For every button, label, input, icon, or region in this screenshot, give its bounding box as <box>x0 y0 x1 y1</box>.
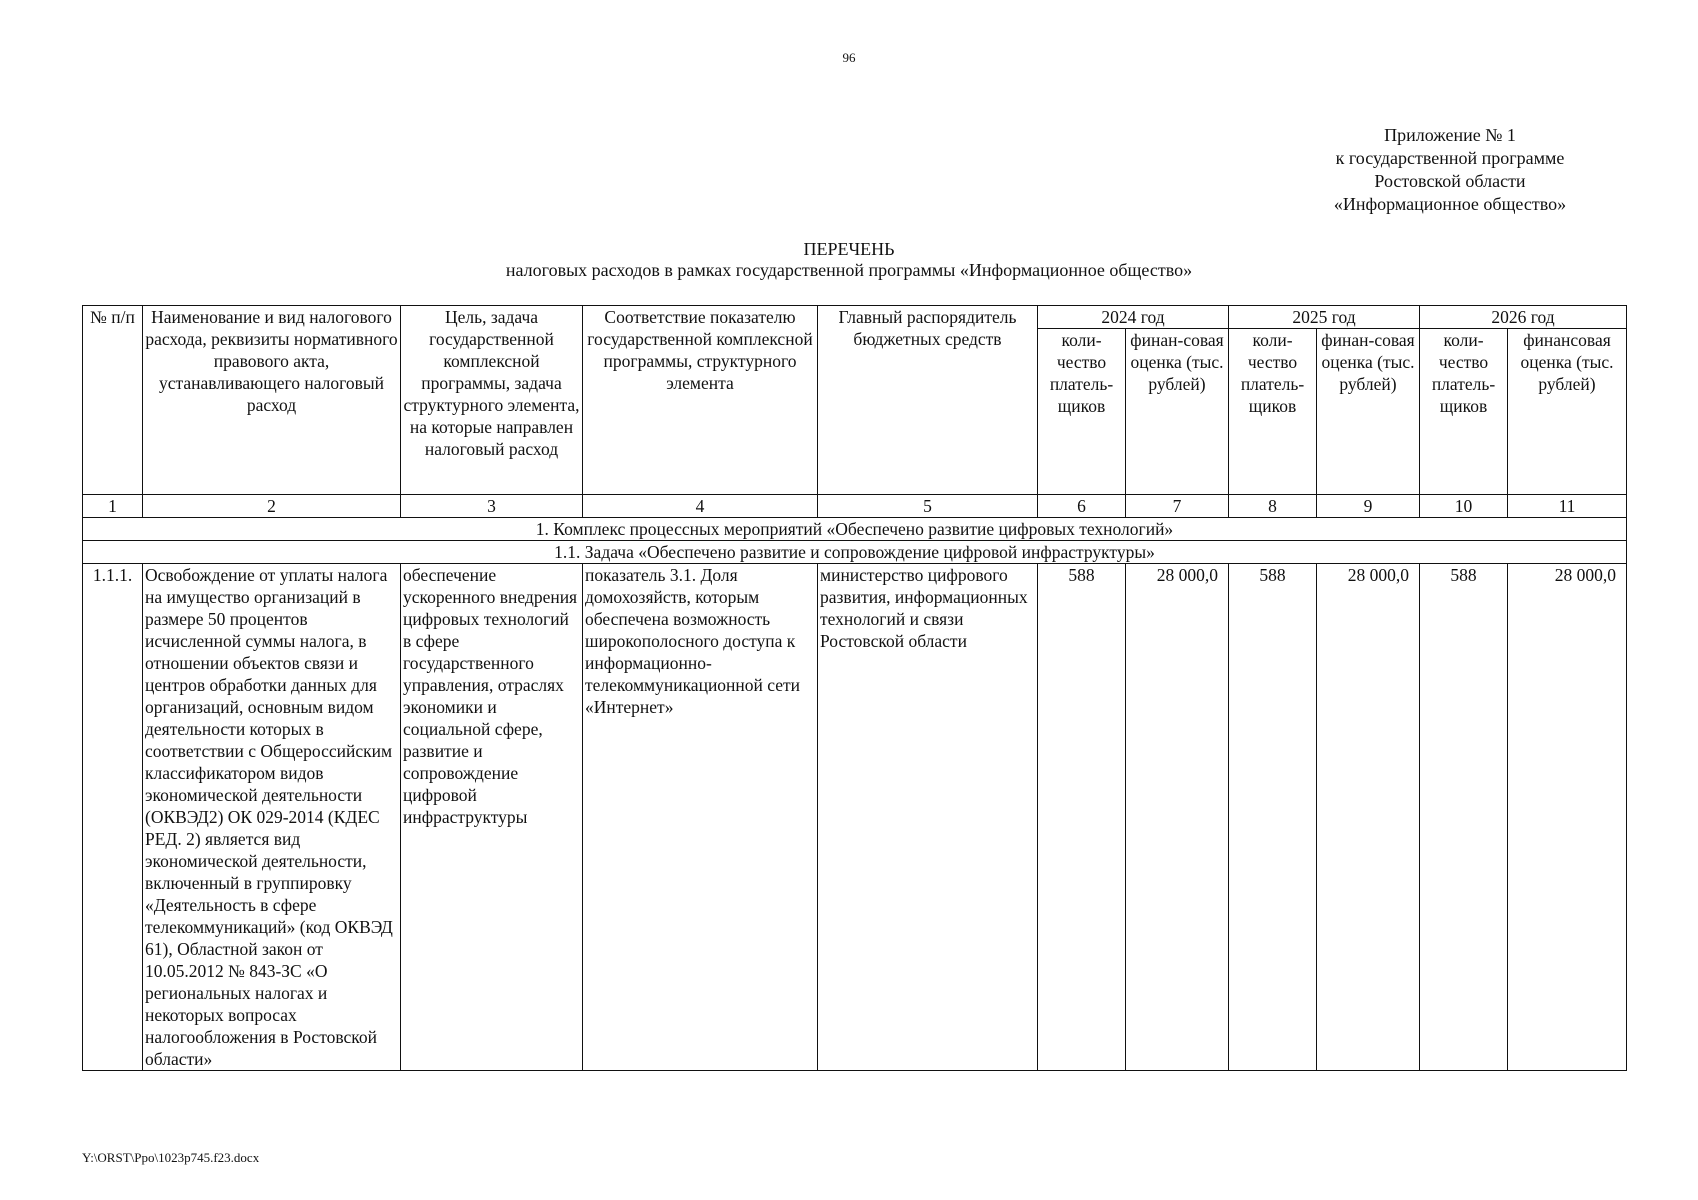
row-indicator: показатель 3.1. Доля домохозяйств, которым обеспечена возможность широкополосного доступа к информационно-телекоммуникационной сети «Интернет» <box>583 564 818 1071</box>
title-heading: ПЕРЕЧЕНЬ <box>803 239 895 259</box>
section-title: 1. Комплекс процессных мероприятий «Обеспечено развитие цифровых технологий» <box>83 518 1627 541</box>
column-number: 10 <box>1420 495 1508 518</box>
header-col-indicator: Соответствие показателю государственной комплексной программы, структурного элемента <box>583 306 818 495</box>
header-fin: финан-совая оценка (тыс. рублей) <box>1317 329 1420 495</box>
header-col-number: № п/п <box>83 306 143 495</box>
file-path-footer: Y:\ORST\Ppo\1023p745.f23.docx <box>82 1150 260 1165</box>
tax-expenditure-table <box>82 305 1627 1071</box>
header-col-manager: Главный распорядитель бюджетных средств <box>818 306 1038 495</box>
appendix-line: Ростовской области <box>1374 171 1526 191</box>
column-number-row <box>83 495 1627 518</box>
column-number: 11 <box>1508 495 1627 518</box>
title-subheading: налоговых расходов в рамках государственной программы «Информационное общество» <box>505 260 1193 280</box>
column-number: 5 <box>818 495 1038 518</box>
appendix-header <box>1300 124 1600 216</box>
header-fin: финансовая оценка (тыс. рублей) <box>1508 329 1627 495</box>
row-qty-2024: 588 <box>1038 564 1126 1071</box>
appendix-line: Приложение № 1 <box>1384 125 1516 145</box>
table-row <box>83 564 1627 1071</box>
header-year-2024: 2024 год <box>1038 306 1229 329</box>
header-qty: коли-чество платель-щиков <box>1038 329 1126 495</box>
document-title <box>0 239 1698 281</box>
header-fin: финан-совая оценка (тыс. рублей) <box>1126 329 1229 495</box>
column-number: 6 <box>1038 495 1126 518</box>
row-qty-2026: 588 <box>1420 564 1508 1071</box>
column-number: 9 <box>1317 495 1420 518</box>
column-number: 7 <box>1126 495 1229 518</box>
row-goal: обеспечение ускоренного внедрения цифровых технологий в сфере государственного управления, отраслях экономики и социальной сфере, развитие и сопровождение цифровой инфраструктуры <box>401 564 583 1071</box>
header-year-2026: 2026 год <box>1420 306 1627 329</box>
section-row <box>83 518 1627 541</box>
row-manager: министерство цифрового развития, информационных технологий и связи Ростовской области <box>818 564 1038 1071</box>
row-fin-2025: 28 000,0 <box>1317 564 1420 1071</box>
header-year-2025: 2025 год <box>1229 306 1420 329</box>
column-number: 8 <box>1229 495 1317 518</box>
appendix-line: к государственной программе <box>1335 148 1565 168</box>
header-qty: коли-чество платель-щиков <box>1420 329 1508 495</box>
subsection-title: 1.1. Задача «Обеспечено развитие и сопровождение цифровой инфраструктуры» <box>83 541 1627 564</box>
row-number: 1.1.1. <box>83 564 143 1071</box>
header-qty: коли-чество платель-щиков <box>1229 329 1317 495</box>
column-number: 3 <box>401 495 583 518</box>
row-qty-2025: 588 <box>1229 564 1317 1071</box>
row-fin-2026: 28 000,0 <box>1508 564 1627 1071</box>
appendix-line: «Информационное общество» <box>1333 194 1567 214</box>
row-fin-2024: 28 000,0 <box>1126 564 1229 1071</box>
header-col-name: Наименование и вид налогового расхода, реквизиты нормативного правового акта, устанавливающего налоговый расход <box>143 306 401 495</box>
subsection-row <box>83 541 1627 564</box>
row-name: Освобождение от уплаты налога на имущество организаций в размере 50 процентов исчисленной суммы налога, в отношении объектов связи и центров обработки данных для организаций, основным видом деятельности которых в соответствии с Общероссийским классификатором видов экономической деятельности (ОКВЭД2) ОК 029-2014 (КДЕС РЕД. 2) является вид экономической деятельности, включенный в группировку «Деятельность в сфере телекоммуникаций» (код ОКВЭД 61), Областной закон от 10.05.2012 № 843-ЗС «О региональных налогах и некоторых вопросах налогообложения в Ростовской области» <box>143 564 401 1071</box>
column-number: 2 <box>143 495 401 518</box>
page-number: 96 <box>842 50 856 65</box>
header-row <box>83 306 1627 329</box>
column-number: 4 <box>583 495 818 518</box>
column-number: 1 <box>83 495 143 518</box>
header-col-goal: Цель, задача государственной комплексной программы, задача структурного элемента, на которые направлен налоговый расход <box>401 306 583 495</box>
